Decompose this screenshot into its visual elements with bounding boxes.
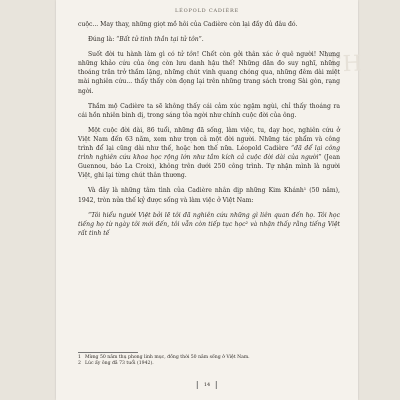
body-text xyxy=(78,20,340,244)
paragraph-text: Và đây là những tâm tình của Cadière nhân dịp những Kim Khánh¹ (50 năm), 1942, tròn nửa thế kỷ được sống và làm việc ở Việt Nam: xyxy=(78,187,340,204)
paragraph xyxy=(78,186,340,204)
paragraph-lead: Đúng là: xyxy=(88,36,117,44)
paragraph-text: (Jean Guennou, báo La Croix), không trên dưới 250 công trình. Tự nhận mình là người Việt, ghi lại từng chút thân thương. xyxy=(78,154,341,180)
footnotes xyxy=(78,352,340,368)
paragraph xyxy=(78,211,340,238)
watermark-text: TH xyxy=(325,51,365,78)
footnote-divider xyxy=(78,352,138,353)
paragraph-text: cuộc... May thay, những giọt mồ hôi của Cadière còn lại đầy đủ đâu đó. xyxy=(78,21,298,28)
paragraph-text: Suốt đời tu hành làm gì có xyxy=(88,51,178,59)
paragraph-text: Một cuộc đời dài, 86 tuổi, những đã sống, làm việc, tu, dạy học, nghiên cứu ở Việt Nam đến 63 năm, xem như trọn cả một đời người. Những tác phẩm và công trình để lại cũng dài như thế, hoặc hơn thế nữa. Léopold Cadière xyxy=(78,126,340,153)
paragraph-text: Thầm mộ Cadière ta sẽ không thấy cái cảm xúc ngậm ngùi, chỉ thấy thoáng ra cái hồn nhiên bình dị, trong sáng tỏa ngời như chính cuộc đời của ông. xyxy=(78,102,340,119)
footnote xyxy=(78,361,340,367)
page-number: 14 xyxy=(197,381,217,389)
paragraph xyxy=(78,35,340,44)
book-page xyxy=(56,0,365,400)
footnote-text: Mừng 50 năm thụ phong linh mục, đồng thời 50 năm sống ở Việt Nam. xyxy=(84,355,250,360)
footnote-text: Lúc ấy ông đã 73 tuổi (1942). xyxy=(84,361,154,367)
paragraph-emphasis: “đã để lại công trình nghiên cứu khoa học rộng lớn như tầm kích cả cuộc đời dài của người” xyxy=(78,145,340,162)
paragraph xyxy=(78,20,340,29)
paragraph-quote: “Bất tử tinh thần tại tử tôn”. xyxy=(116,36,204,44)
footnote-number: 2 xyxy=(78,361,81,367)
running-header: LÉOPOLD CADIÈRE xyxy=(175,8,239,14)
paragraph-quote: “Tôi hiểu người Việt bởi lẽ tôi đã nghiên cứu những gì liên quan đến họ. Tôi học tiếng họ từ ngày tôi mới đến, tôi vẫn còn tiếp tục học² và nhận thấy rằng tiếng Việt rất tinh tế xyxy=(78,211,340,237)
paragraph xyxy=(78,126,340,181)
footnote-number: 1 xyxy=(78,355,81,360)
paragraph xyxy=(78,102,340,120)
paragraph-text: ! Chết còn gởi thân xác ở quê người! Nhưng những khảo cứu của ông còn lưu danh hậu thế! Những dãn đo suy nghĩ, những thoáng trăn trở thầm lặng, những chút vinh quang chóng qua, những đêm dài miệt mài nghiên cứu... thấy thấy còn đọng lại trên những trang sách trong Sài gòn, rạng ngời. xyxy=(78,51,340,95)
paragraph-emphasis: tử tôn xyxy=(177,51,197,59)
paragraph xyxy=(78,50,340,95)
